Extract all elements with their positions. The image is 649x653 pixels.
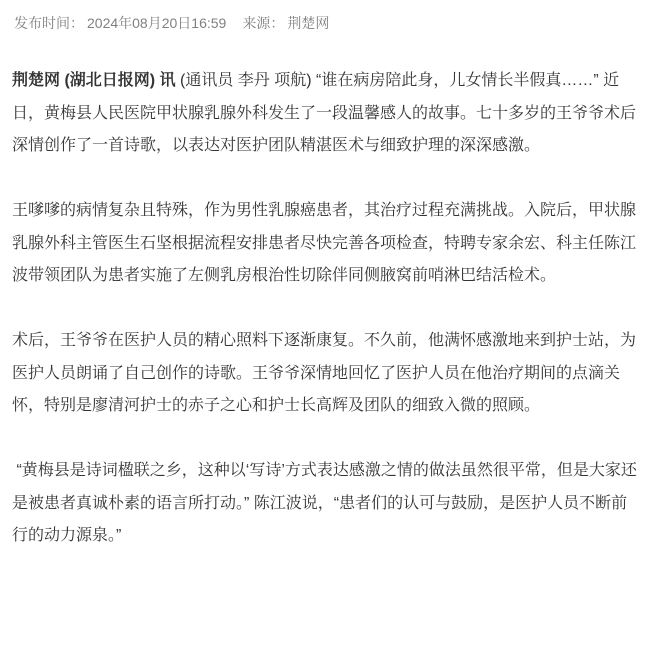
- article-lead-rest: (通讯员 李丹 项航) “谁在病房陪此身，儿女情长半假真……” 近日，黄梅县人民医院甲状腺乳腺外科发生了一段温馨感人的故事。七十多岁的王爷爷术后深情创作了一首诗歌，以表达对医护团队精湛医术与细致护理的深深感激。: [12, 72, 637, 154]
- source-value: 荆楚网: [287, 15, 330, 31]
- article-paragraph-lead: [12, 65, 638, 163]
- publish-time-label: 发布时间：: [14, 15, 84, 31]
- article-paragraph-4: “黄梅县是诗词楹联之乡，这种以‘写诗’方式表达感激之情的做法虽然很平常，但是大家还是被患者真诚朴素的语言所打动。” 陈江波说，“患者们的认可与鼓励，是医护人员不断前行的动力源泉。”: [12, 462, 637, 544]
- article-meta: [14, 13, 638, 33]
- publish-time-value: 2024年08月20日16:59: [87, 15, 227, 31]
- article-body: [12, 65, 638, 553]
- article-paragraph-3: 术后，王爷爷在医护人员的精心照料下逐渐康复。不久前，他满怀感激地来到护士站，为医护人员朗诵了自己创作的诗歌。王爷爷深情地回忆了医护人员在他治疗期间的点滴关怀，特别是廖清河护士的赤子之心和护士长高辉及团队的细致入微的照顾。: [12, 332, 637, 414]
- source-label: 来源：: [242, 15, 285, 31]
- article-paragraph-2: 王嗲嗲的病情复杂且特殊，作为男性乳腺癌患者，其治疗过程充满挑战。入院后，甲状腺乳腺外科主管医生石坚根据流程安排患者尽快完善各项检查，特聘专家余宏、科主任陈江波带领团队为患者实施了左侧乳房根治性切除伴同侧腋窝前哨淋巴结活检术。: [12, 202, 637, 284]
- article-lead-bold: 荆楚网 (湖北日报网) 讯: [12, 72, 176, 89]
